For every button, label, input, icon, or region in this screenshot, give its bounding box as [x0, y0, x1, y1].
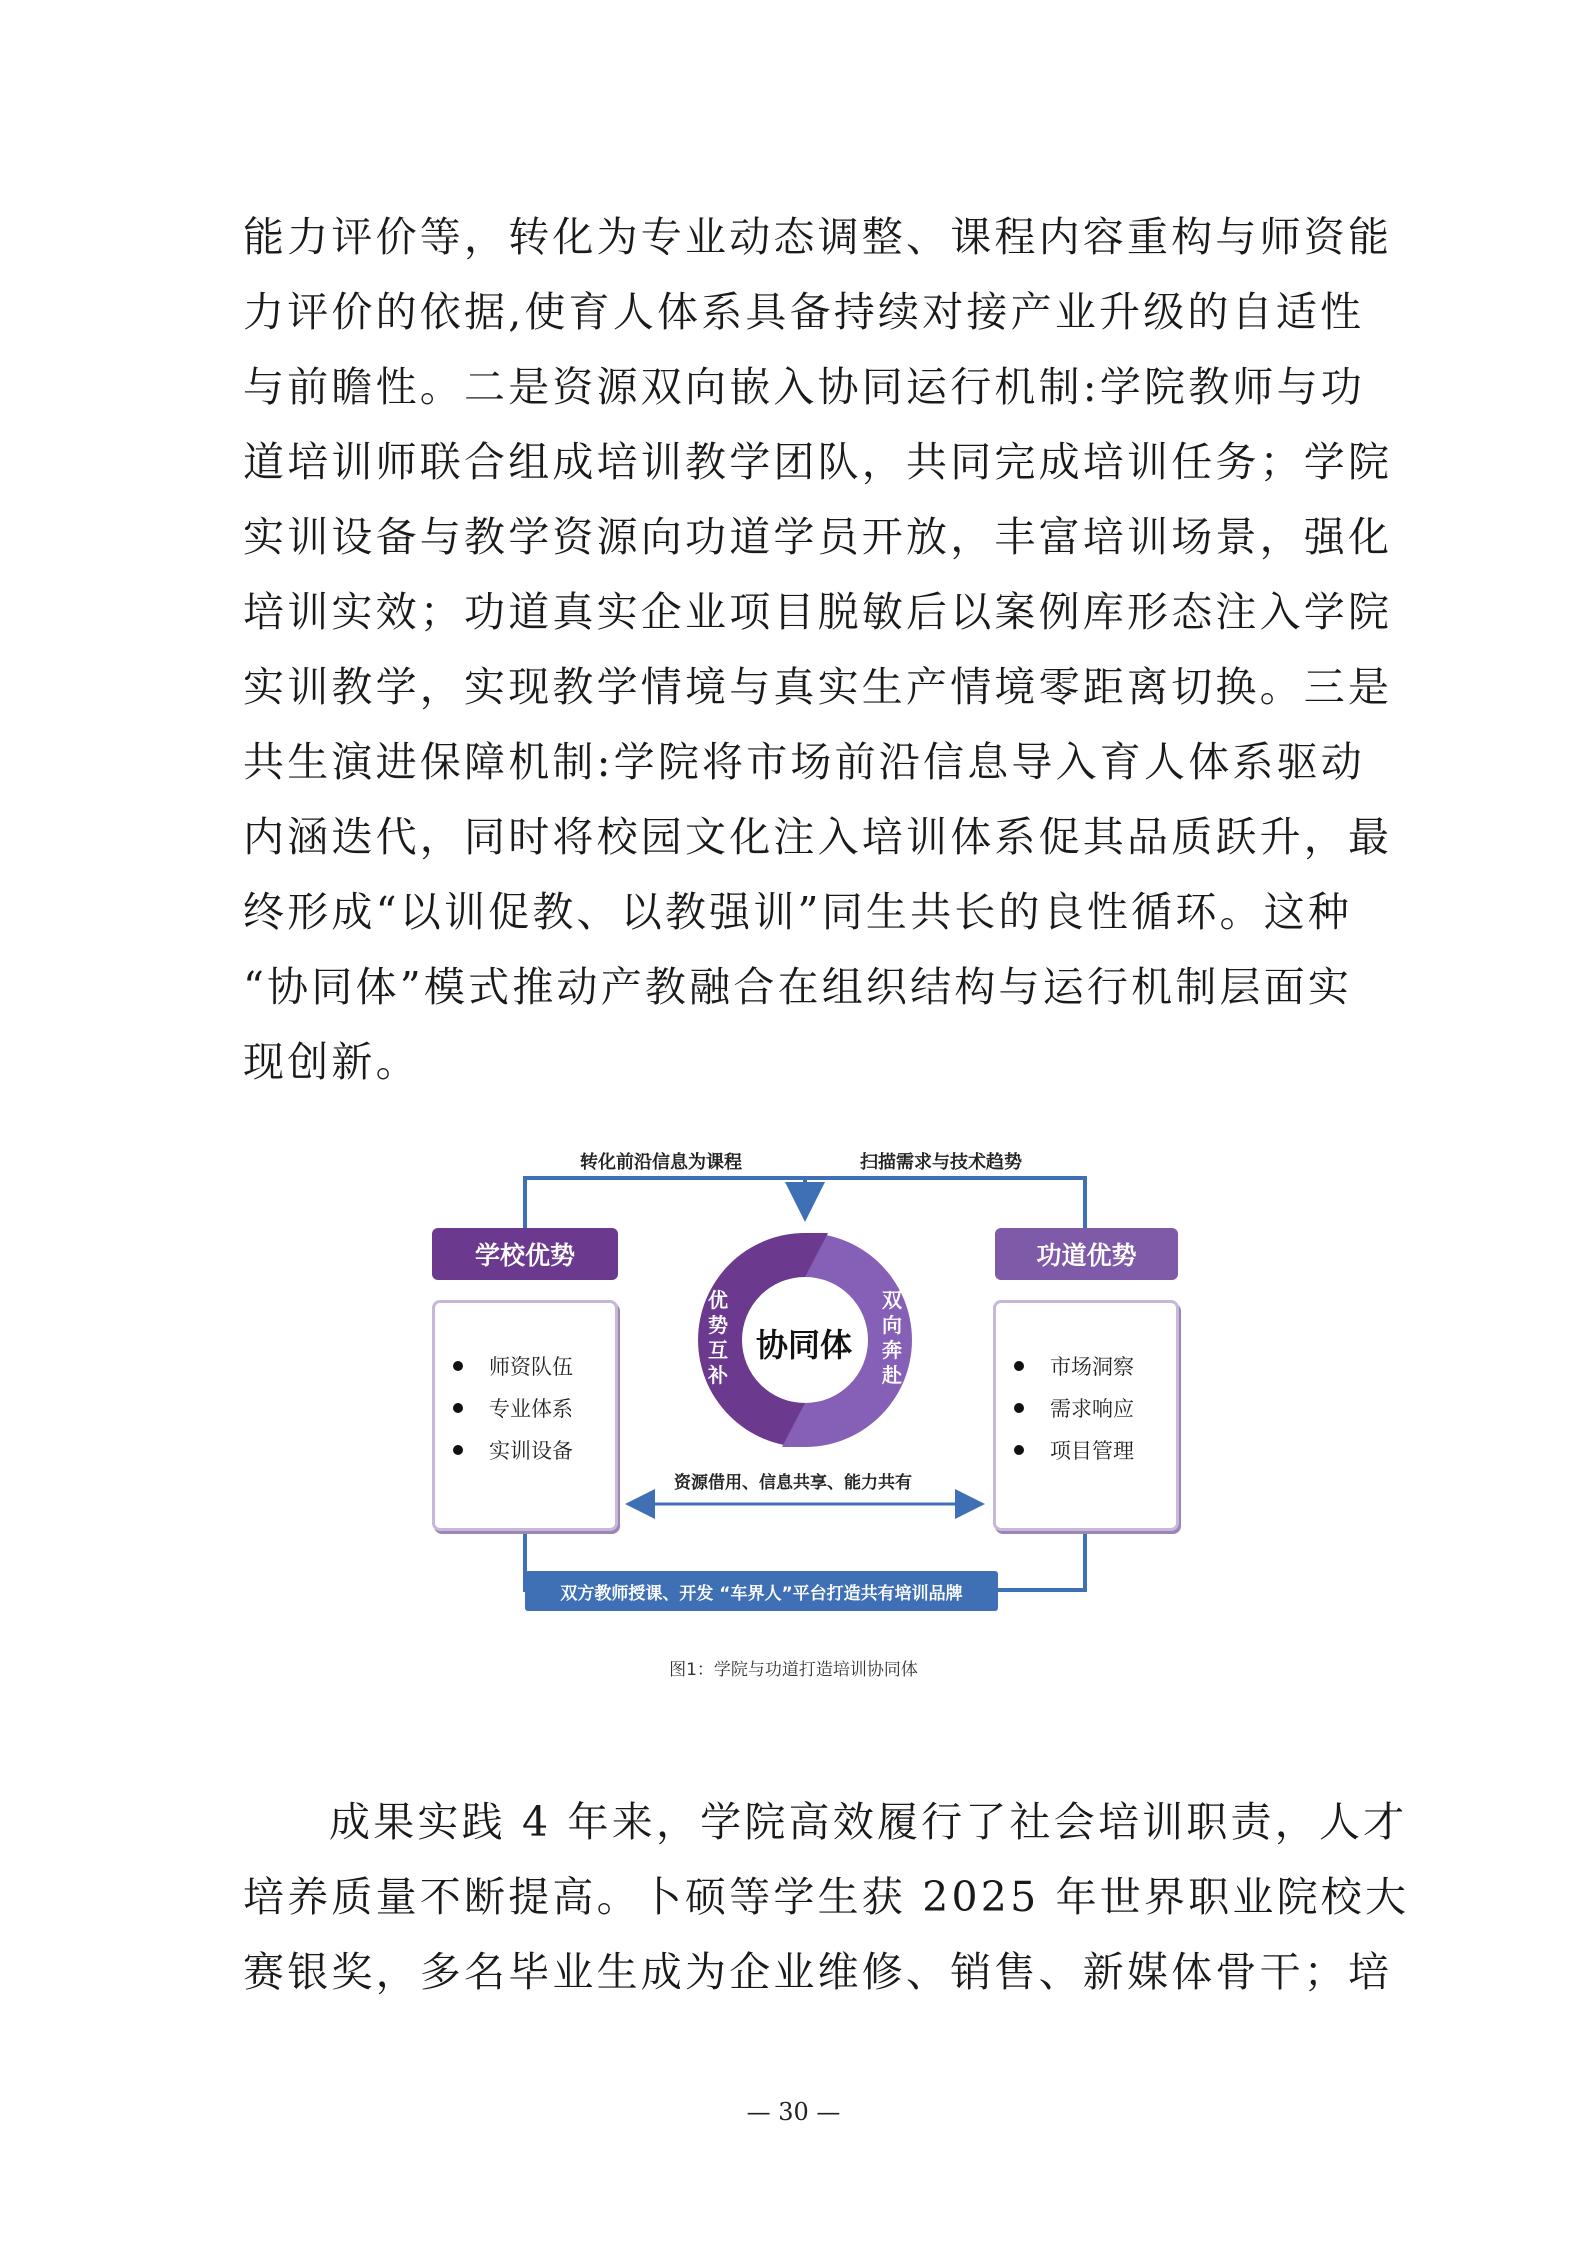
ring-left-text: 优 势 互 补: [708, 1288, 728, 1387]
text-line: 赛银奖，多名毕业生成为企业维修、销售、新媒体骨干；培: [243, 1948, 1393, 1996]
text-line: 实训教学，实现教学情境与真实生产情境零距离切换。三是: [243, 663, 1393, 711]
school-advantage-box: [432, 1300, 618, 1531]
top-left-label: 转化前沿信息为课程: [580, 1152, 742, 1173]
text-line: 力评价的依据,使育人体系具备持续对接产业升级的自适性: [243, 288, 1365, 336]
list-item: 专业体系: [453, 1387, 573, 1429]
bullet-icon: [453, 1445, 463, 1455]
bullet-icon: [1014, 1361, 1024, 1371]
bullet-icon: [453, 1403, 463, 1413]
bullet-icon: [453, 1361, 463, 1371]
text-line: 道培训师联合组成培训教学团队，共同完成培训任务；学院: [243, 438, 1393, 486]
text-line: 现创新。: [243, 1038, 420, 1086]
text-line: 与前瞻性。二是资源双向嵌入协同运行机制:学院教师与功: [243, 363, 1366, 411]
school-advantage-title: 学校优势: [432, 1228, 618, 1280]
list-item: 实训设备: [453, 1429, 573, 1471]
bottom-banner: 双方教师授课、开发 “车界人”平台打造共有培训品牌: [525, 1571, 998, 1611]
text-line: 实训设备与教学资源向功道学员开放，丰富培训场景，强化: [243, 513, 1393, 561]
list-item: 师资队伍: [453, 1345, 573, 1387]
page-number: — 30 —: [746, 2098, 841, 2126]
gongdao-advantage-title: 功道优势: [995, 1228, 1178, 1280]
body-paragraph-1: [243, 200, 1393, 1100]
figure-caption: 图1：学院与功道打造培训协同体: [669, 1660, 918, 1680]
top-right-label: 扫描需求与技术趋势: [860, 1152, 1022, 1173]
list-item: 市场洞察: [1014, 1345, 1134, 1387]
ring-right-text: 双 向 奔 赴: [882, 1288, 902, 1387]
text-line: 共生演进保障机制:学院将市场前沿信息导入育人体系驱动: [243, 738, 1366, 786]
middle-arrow-label: 资源借用、信息共享、能力共有: [674, 1473, 912, 1493]
text-line: 成果实践 4 年来，学院高效履行了社会培训职责，人才: [329, 1798, 1408, 1846]
text-line: 培训实效；功道真实企业项目脱敏后以案例库形态注入学院: [243, 588, 1393, 636]
bullet-icon: [1014, 1403, 1024, 1413]
body-paragraph-2: [243, 1785, 1410, 2010]
text-line: 培养质量不断提高。卜硕等学生获 2025 年世界职业院校大: [243, 1873, 1410, 1921]
bullet-icon: [1014, 1445, 1024, 1455]
ring-center-label: 协同体: [756, 1326, 853, 1364]
text-line: 终形成“以训促教、以教强训”同生共长的良性循环。这种: [243, 888, 1353, 936]
gongdao-advantage-box: [993, 1300, 1179, 1531]
collaboration-diagram: [430, 1140, 1190, 1630]
text-line: 内涵迭代，同时将校园文化注入培训体系促其品质跃升，最: [243, 813, 1393, 861]
list-item: 需求响应: [1014, 1387, 1134, 1429]
text-line: 能力评价等，转化为专业动态调整、课程内容重构与师资能: [243, 213, 1393, 261]
text-line: “协同体”模式推动产教融合在组织结构与运行机制层面实: [243, 963, 1353, 1011]
list-item: 项目管理: [1014, 1429, 1134, 1471]
